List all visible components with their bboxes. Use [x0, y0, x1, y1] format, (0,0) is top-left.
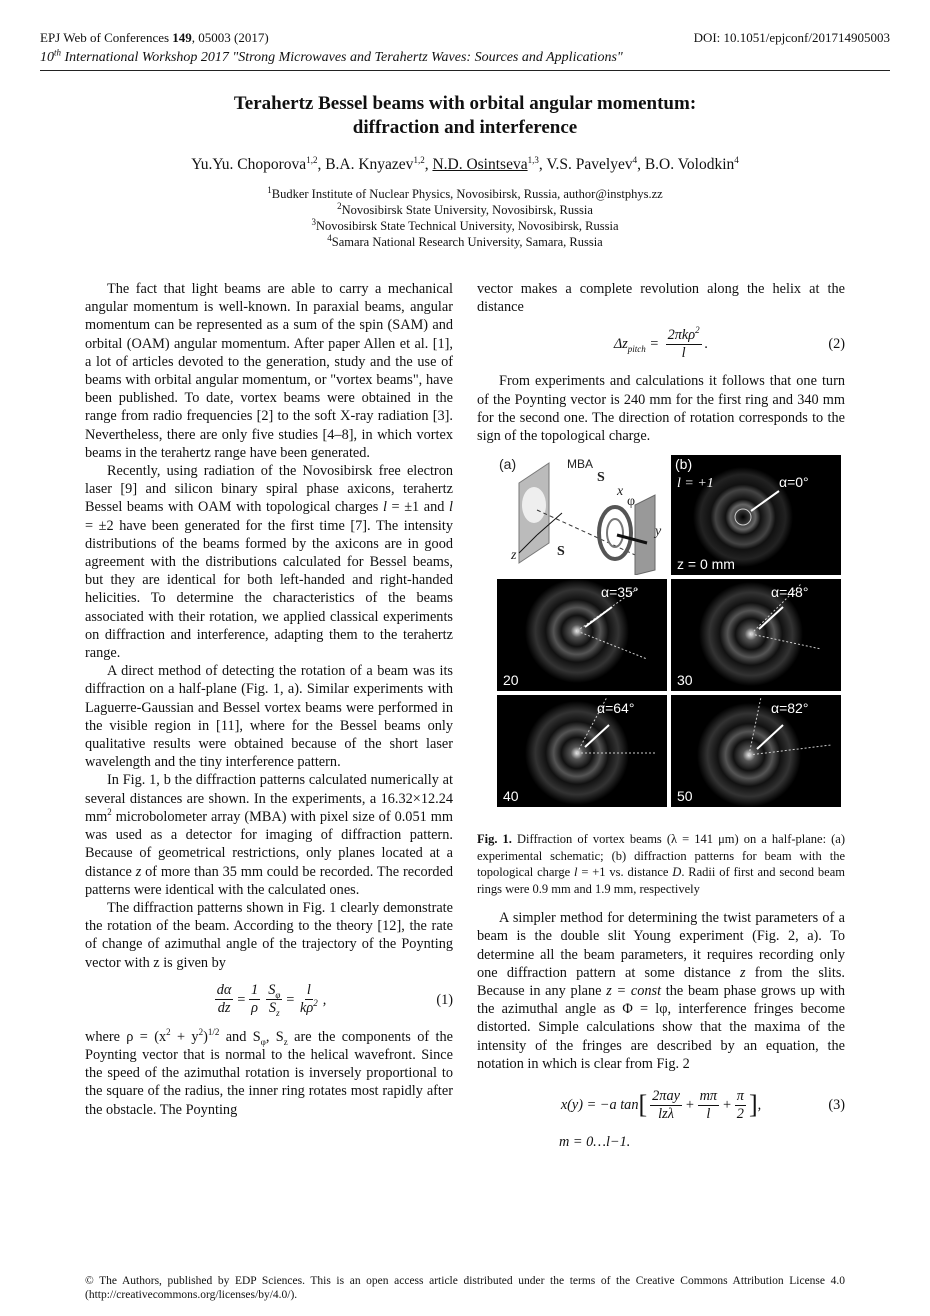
z-label: 20 — [503, 672, 519, 689]
panel-b-label: (b) — [675, 456, 693, 473]
doi[interactable]: DOI: 10.1051/epjconf/201714905003 — [693, 30, 890, 45]
paper-title: Terahertz Bessel beams with orbital angular momentum: diffraction and interference — [233, 93, 697, 138]
journal-citation: EPJ Web of Conferences 149, 05003 (2017) — [40, 30, 269, 45]
author-list — [40, 156, 890, 174]
mba-label: MBA — [567, 457, 594, 472]
paragraph: where $\rho = (x^2 + y^2)^{1/2}$ and $S_\varphi$, $S_z$ are the components of the Poynting vector that is normal to the helical wavefront. Since the speed of the azimuthal rotation is inversely proportional to the square of the radius, the inner ring rotates most rapidly after the obstacle. The Poynting — [85, 1026, 453, 1118]
paragraph: In Fig. 1, b the diffraction patterns calculated numerically at several distances are shown. In the experiments, a 16.32×12.24 $mm^2$ microbolometer array (MBA) with pixel size of 0.051 mm was used as a detector for imaging of diffraction pattern. Because of geometrical restrictions, only planes located at a distance z of more than 35 mm could be recorded. The recorded patterns were identical with the calculated ones. — [85, 772, 453, 898]
z-label: 50 — [677, 788, 693, 805]
paragraph: Recently, using radiation of the Novosibirsk free electron laser [9] and silicon binary spiral phase axicons, terahertz Bessel beams with OAM with topological charges l = ±1 and l = ±2 have been generated for the first time [7]. The intensity distributions of the beams formed by the axicons are in good agreement with the distributions calculated for Bessel beams, but they are identical for both left-handed and right-handed helicities. To determine the characteristics of the beams associated with their rotation, we applied classical experiments on diffraction and interference, adapting them to the terahertz range. — [85, 463, 454, 662]
author: V.S. Pavelyev$^4$, — [546, 154, 645, 173]
footer-rule — [85, 1268, 845, 1270]
schematic-panel — [497, 455, 667, 575]
equation-3: x(y) = −a tan [ $\frac{\text{2πay}}{\text{lzλ}}$ + $\frac{m\pi}{l}$ + $\frac{\pi}{2}$ ] , (3) — [560, 1087, 845, 1122]
axicon-inner-ring — [607, 519, 623, 547]
alpha-label: α=48° — [771, 584, 809, 601]
equation-1: $\frac{d\alpha}{dz}$ = $\frac{1}{\rho}$ $\frac{S_\varphi}{S_z}$ = $\frac{l}{k\rho^2}$ , (1) — [216, 982, 453, 1019]
author: N.D. Osintseva$^{1,3}$, — [432, 154, 547, 173]
alpha-label: α=35° — [601, 584, 639, 601]
z-label: 40 — [503, 788, 519, 805]
axicon-ring — [599, 507, 631, 559]
figure-caption: Fig. 1. Diffraction of vortex beams (λ = 141 μm) on a half-plane: (a) experimental schematic; (b) diffraction patterns for beam with the topological charge l = +1 vs. distance D. Radii of first and second beam rings were 0.9 mm and 1.9 mm, respectively — [477, 832, 845, 896]
alpha-label: α=0° — [779, 474, 809, 491]
half-plane — [635, 495, 655, 575]
diffraction-pattern — [671, 579, 841, 691]
running-header — [40, 30, 890, 46]
paragraph: vector makes a complete revolution along the helix at the distance — [477, 281, 845, 316]
panel-a-label: (a) — [499, 456, 517, 473]
diffraction-panel — [671, 695, 841, 807]
license-footer: © The Authors, published by EDP Sciences. This is an open access article distributed under the terms of the Creative Commons Attribution License 4.0 (http://creativecommons.org/licenses/by/4.0/). — [85, 1275, 845, 1301]
charge-label: l = +1 — [677, 476, 714, 492]
paragraph: A direct method of detecting the rotation of a beam was its diffraction on a half-plane (Fig. 1, a). Similar experiments with Laguerre-Gaussian and Bessel vortex beams were performed in the visible region in [11], where for the Bessel beams only qualitative results were obtained because of the short laser wavelength and the tiny interference pattern. — [85, 663, 453, 771]
equation-2: $\Delta z_{pitch}$ = $\frac{2\pi k\rho^2}{l}$ . (2) — [613, 325, 845, 361]
diffraction-pattern — [671, 695, 841, 807]
paragraph: The diffraction patterns shown in Fig. 1 clearly demonstrate the rotation of the beam. According to the theory [12], the rate of change of azimuthal angle of the trajectory of the Poynting vector with z is given by — [85, 899, 453, 971]
alpha-label: α=82° — [771, 700, 809, 717]
x-label: x — [617, 484, 624, 500]
affiliation: $^3$Novosibirsk State Technical University, Novosibirsk, Russia — [311, 216, 619, 233]
header-rule — [40, 70, 890, 71]
y-label: y — [655, 524, 662, 540]
right-column — [477, 280, 845, 1151]
affiliation: $^2$Novosibirsk State University, Novosibirsk, Russia — [337, 200, 593, 217]
diffraction-panel — [497, 579, 667, 691]
figure-1 — [497, 455, 841, 825]
paragraph: From experiments and calculations it follows that one turn of the Poynting vector is 240 mm for the first ring and 340 mm for the second one. The direction of rotation corresponds to the sign of the topological charge. — [477, 373, 845, 445]
z-label: 30 — [677, 672, 693, 689]
z-label: z = 0 mm — [677, 556, 735, 573]
diffraction-pattern — [497, 579, 667, 691]
z-label: z — [511, 548, 517, 564]
paragraph: A simpler method for determining the twist parameters of a beam is the double slit Young experiment (Fig. 2, a). To determine all the beam parameters, it requires recording only one diffraction pattern at some distance z from the slits. Because in any plane z = const the beam phase grows up with the azimuthal angle as Φ = lφ, interference fringes become distorted. Simple calculations show that the maxima of the intensity of the fringes are described by an equation, the notation in which is clear from Fig. 2 — [477, 910, 845, 1072]
workshop-line: 10th International Workshop 2017 "Strong Microwaves and Terahertz Waves: Sources and Applications" — [40, 47, 623, 65]
affiliations — [40, 186, 890, 250]
s-label: S — [557, 544, 565, 560]
diffraction-panel — [497, 695, 667, 807]
diffraction-panel — [671, 455, 841, 575]
affiliation: $^1$Budker Institute of Nuclear Physics, Novosibirsk, Russia, author@instphys.zz — [267, 184, 663, 201]
diffraction-panel — [671, 579, 841, 691]
affiliation: $^4$Samara National Research University, Samara, Russia — [327, 232, 603, 249]
author: B.O. Volodkin$^4$ — [644, 154, 739, 173]
beam-spot — [522, 487, 546, 523]
paragraph: The fact that light beams are able to carry a mechanical angular momentum is well-known. In paraxial beams, angular momentum can be represented as a sum of the spin (SAM) and orbital (OAM) angular momentum. After paper Allen et al. [1], a lot of articles devoted to the generation, study and the use of beams with orbital angular momentum, or "vortex beams", have been published. To date, vortex beams were obtained in the range from radio frequencies [2] to the soft X-ray radiation [3]. Nevertheless, there are only five studies [4–8], in which vortex beams in the terahertz range have been generated. — [85, 281, 453, 461]
equation-3-range: m = 0…l−1. — [559, 1134, 631, 1151]
author: B.A. Knyazev$^{1,2}$, — [325, 154, 433, 173]
author: Yu.Yu. Choporova$^{1,2}$, — [191, 154, 326, 173]
diffraction-pattern — [497, 695, 667, 807]
left-column — [85, 280, 453, 1119]
alpha-label: α=64° — [597, 700, 635, 717]
phi-label: φ — [627, 494, 636, 510]
s-label: S — [597, 470, 605, 486]
